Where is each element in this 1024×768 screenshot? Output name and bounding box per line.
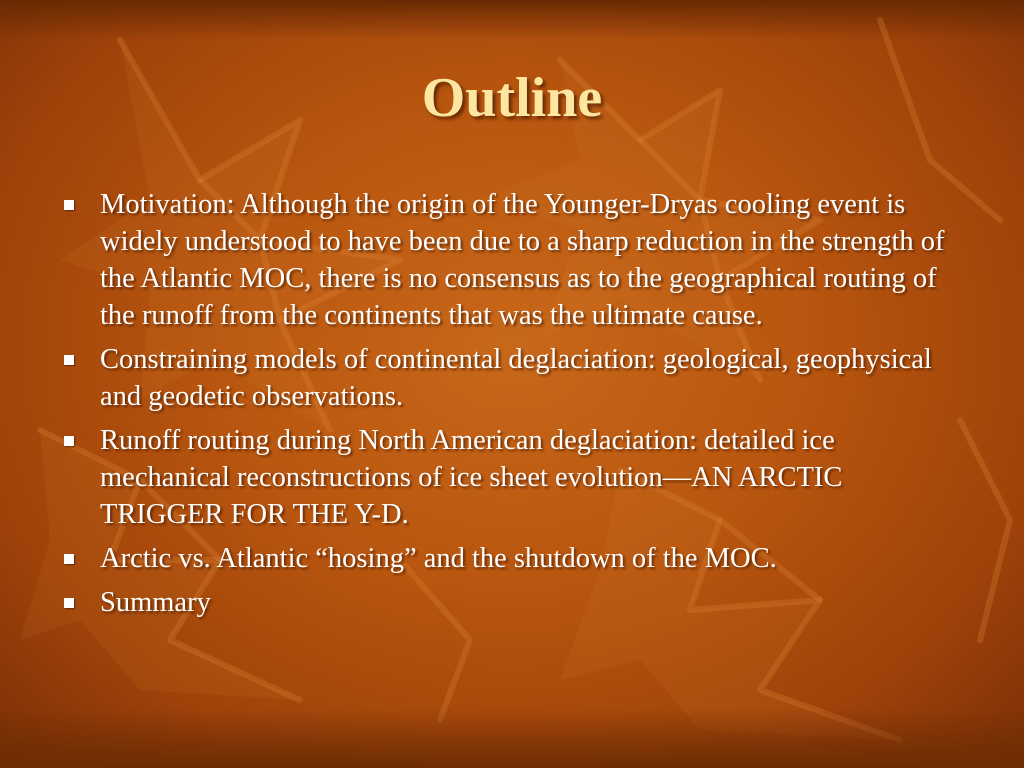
bullet-item-constraining-models (60, 341, 970, 415)
bullet-item-arctic-vs-atlantic (60, 540, 970, 577)
square-bullet-icon (64, 200, 74, 210)
square-bullet-icon (64, 554, 74, 564)
bullet-item-summary (60, 584, 970, 621)
bullet-text: Motivation: Although the origin of the Younger-Dryas cooling event is widely understood to have been due to a sharp reduction in the strength of the Atlantic MOC, there is no consensus as to the geographical routing of the runoff from the continents that was the ultimate cause. (100, 189, 945, 331)
bullet-text: Constraining models of continental deglaciation: geological, geophysical and geodetic observations. (100, 344, 932, 412)
square-bullet-icon (64, 355, 74, 365)
bullet-list (60, 186, 970, 628)
bullet-text: Arctic vs. Atlantic “hosing” and the shutdown of the MOC. (100, 543, 777, 574)
square-bullet-icon (64, 598, 74, 608)
bullet-text: Summary (100, 587, 211, 618)
bullet-text: Runoff routing during North American deglaciation: detailed ice mechanical reconstructions of ice sheet evolution—AN ARCTIC TRIGGER FOR THE Y-D. (100, 425, 843, 530)
slide-title: Outline (421, 67, 603, 129)
square-bullet-icon (64, 436, 74, 446)
bullet-item-motivation (60, 186, 970, 334)
bullet-item-runoff-routing (60, 422, 970, 533)
